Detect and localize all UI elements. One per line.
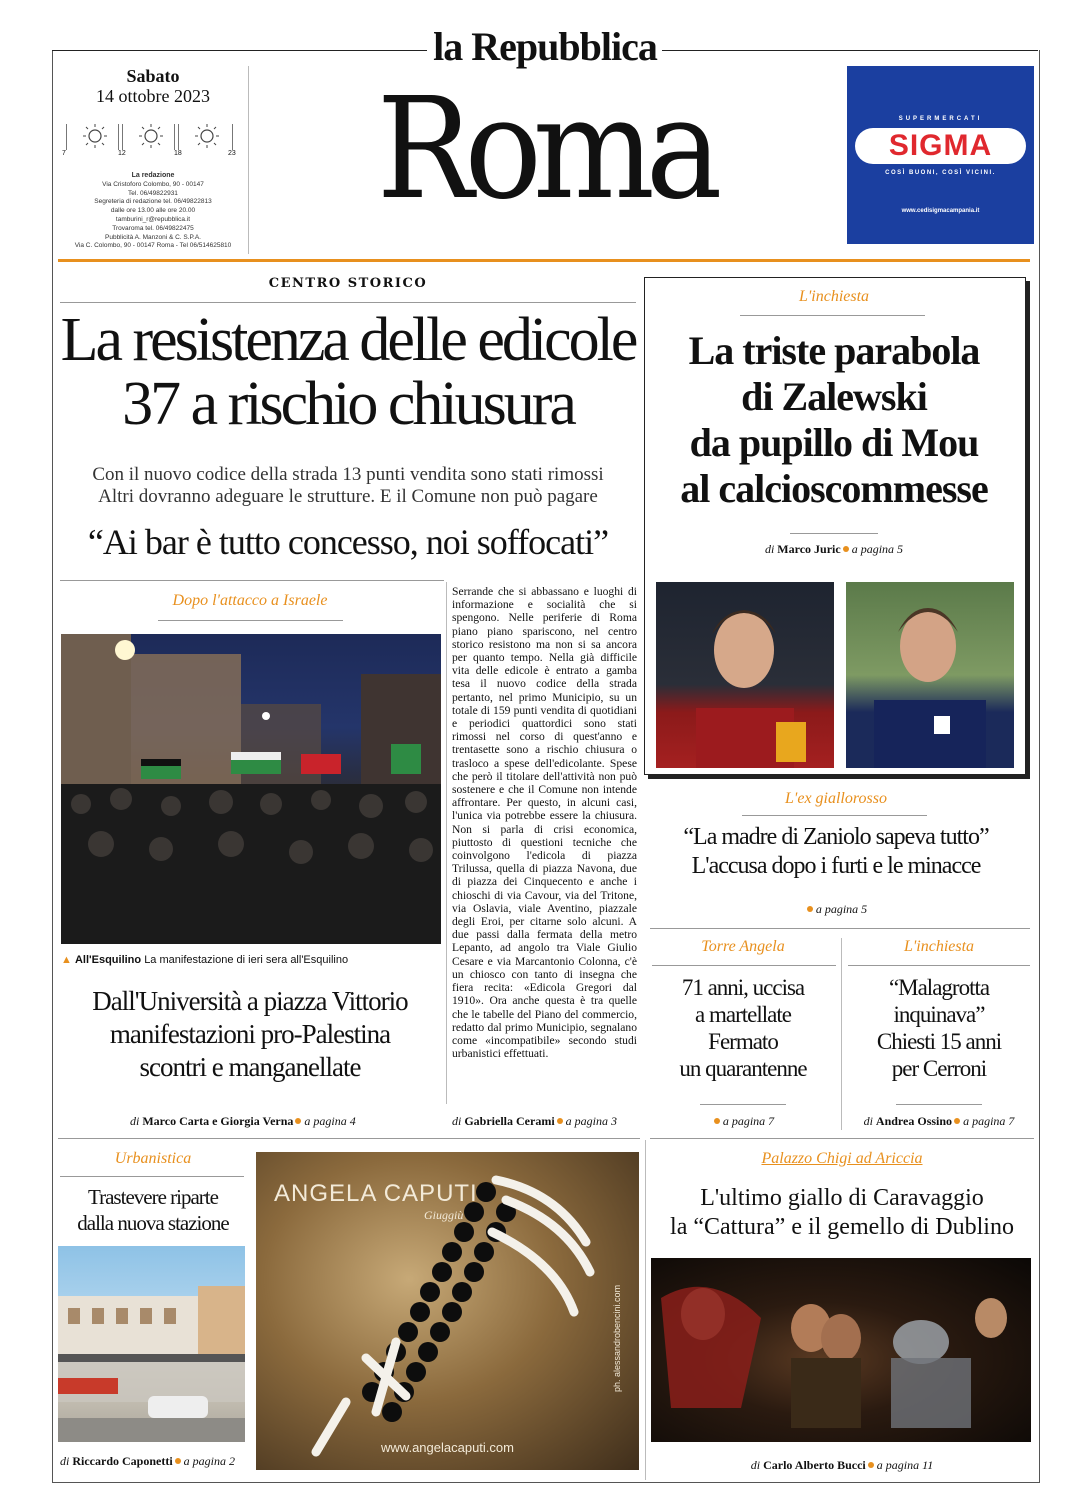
caption-bold: All'Esquilino [74, 954, 142, 966]
caputi-brand: ANGELA CAPUTI [274, 1180, 478, 1207]
dot-icon [868, 1462, 874, 1468]
sigma-url: www.cedisigmacampania.it [901, 208, 980, 214]
dot-icon [295, 1118, 301, 1124]
headline-line: L'ultimo giallo di Caravaggio [700, 1185, 984, 1211]
byline-di: di [764, 542, 775, 556]
trastevere-kicker: Urbanistica [114, 1150, 192, 1167]
israele-byline [130, 1114, 430, 1129]
painting-image [651, 1258, 1031, 1442]
dot-icon [843, 546, 849, 552]
zalewski-kicker: L'inchiesta [798, 288, 870, 305]
redazione-line: tamburini_r@repubblica.it [115, 215, 191, 223]
kicker-rule [848, 965, 1030, 966]
caption-text: La manifestazione di ieri sera all'Esquilino [144, 954, 349, 966]
byline-page[interactable]: a pagina 7 [963, 1114, 1015, 1128]
section-rule [60, 302, 636, 303]
dot-icon [954, 1118, 960, 1124]
kicker-rule [60, 1176, 244, 1177]
headline-line: la “Cattura” e il gemello di Dublino [670, 1214, 1014, 1240]
headline-line: manifestazioni pro-Palestina [109, 1019, 391, 1049]
kicker-rule [158, 620, 343, 621]
redazione-line: Via Cristoforo Colombo, 90 - 00147 [102, 180, 204, 188]
byline-page[interactable]: a pagina 3 [565, 1114, 617, 1128]
sigma-logo-box [855, 128, 1026, 164]
trastevere-headline[interactable] [55, 1184, 251, 1236]
byline-page[interactable]: a pagina 5 [815, 902, 868, 916]
date-box [58, 66, 248, 106]
byline-page[interactable]: a pagina 11 [876, 1458, 934, 1472]
player-portrait-image [656, 582, 834, 768]
headline-line: Dall'Università a piazza Vittorio [92, 986, 408, 1016]
sigma-ad[interactable] [847, 66, 1034, 244]
headline-line: da pupillo di Mou [689, 420, 979, 465]
sun-icon [136, 122, 166, 152]
short-rule [790, 533, 878, 534]
lead-byline [452, 1114, 642, 1129]
headline-line: per Cerroni [891, 1056, 987, 1081]
rule [60, 580, 444, 581]
headline-line: dalla nuova stazione [77, 1211, 229, 1235]
headline-line: “La madre di Zaniolo sapeva tutto” [683, 824, 989, 850]
column-divider [645, 1140, 646, 1480]
headline-line: La triste parabola [688, 328, 980, 373]
redazione-line: Via C. Colombo, 90 - 00147 Roma - Tel 06/514625810 [74, 242, 232, 250]
headline-line: inquinava” [893, 1002, 985, 1027]
sun-icon [192, 122, 222, 152]
photo-caption [61, 954, 441, 966]
date-label: 14 ottobre 2023 [96, 86, 210, 106]
rule [650, 928, 1030, 929]
day-label: Sabato [126, 66, 180, 86]
headline-line: un quarantenne [679, 1056, 807, 1081]
malagrotta-kicker: L'inchiesta [903, 938, 975, 955]
lead-quote: “Ai bar è tutto concesso, noi soffocati” [87, 522, 609, 562]
lead-headline-line: La resistenza delle edicole [60, 306, 636, 374]
lead-subtitle [60, 464, 636, 508]
caputi-url: www.angelacaputi.com [381, 1440, 514, 1455]
redazione-line: Tel. 06/49822931 [128, 189, 178, 197]
dot-icon [175, 1458, 181, 1464]
section-label: CENTRO STORICO [268, 276, 428, 291]
torre-byline [648, 1114, 838, 1129]
byline-author: Andrea Ossino [875, 1114, 953, 1128]
esquilino-photo[interactable] [61, 634, 441, 944]
byline-di: di [750, 1458, 761, 1472]
headline-line: 71 anni, uccisa [681, 975, 805, 1000]
caputi-sub: Giuggiù [424, 1208, 464, 1222]
sigma-tagline: COSÌ BUONI, COSÌ VICINI. [885, 170, 996, 176]
dot-icon [714, 1118, 720, 1124]
redazione-line: Pubblicità A. Manzoni & C. S.P.A. [105, 233, 201, 241]
byline-di: di [130, 1114, 140, 1128]
date-divider [248, 66, 249, 254]
headline-line: di Zalewski [741, 374, 927, 419]
byline-author: Riccardo Caponetti [72, 1454, 173, 1468]
malagrotta-byline [844, 1114, 1034, 1129]
caravaggio-byline [650, 1458, 1034, 1473]
zaniolo-kicker: L'ex giallorosso [785, 790, 887, 807]
temp-low-1: 7 [62, 150, 66, 157]
redazione-line: Trovaroma tel. 06/49822475 [112, 224, 194, 232]
byline-di: di [60, 1454, 70, 1468]
brand-logo[interactable]: la Repubblica [433, 24, 657, 69]
sigma-logo: SIGMA [888, 129, 993, 162]
israele-headline[interactable] [55, 985, 445, 1084]
headline-line: Trastevere riparte [88, 1185, 218, 1209]
byline-author: Gabriella Cerami [464, 1114, 555, 1128]
israele-kicker: Dopo l'attacco a Israele [172, 592, 328, 609]
kicker-rule [740, 315, 925, 316]
rule [650, 1138, 1034, 1139]
byline-page[interactable]: a pagina 5 [851, 542, 904, 556]
zaniolo-headline[interactable] [646, 823, 1026, 881]
lead-body: Serrande che si abbassano e luoghi di informazione e socialità che si spengono. Nelle periferie di Roma piano piano spariscono, nel centro storico resistono ma non si sa ancora per quanto tempo. Nella già difficile vita delle edicole è entrato a gamba tesa il nuovo codice della strada pertanto, nel primo Municipio, su un totale di 159 punti vendita di quotidiani e periodici quattordici sono stati rimossi nel corso di quest'anno e trentasette sono a rischio chiusura o trasloco a spese dell'edicolante. Spese che però il titolare dell'attività non può sostenere e che il Comune non intende affrontare. Per questo, in alcuni casi, l'unica via potrebbe essere la chiusura. Non si parla di crisi economica, piuttosto di questioni tecniche che coinvolgono l'edicola di piazza Trilussa, quella di piazza Navona, due di piazza dei Cinquecento e anche i chioschi di via Cavour, via del Tritone, via Oslavia, viale Aventino, piazzale degli Eroi, per citarne solo alcuni. A due passi dalla fermata della metro Lepanto, ad angolo tra Viale Giulio Cesare e via Marcantonio Colonna, c'è un chiosco con tanto di insegna che fiera recita: «Edicola Gregori dal 1910». Ora anche questa è tra quelle che le tabelle del Piano del commercio, redatto dal primo Municipio, segnalano come «incompatibile» secondo studi urbanistici effettuati. [452, 585, 637, 1061]
redazione-box [58, 172, 248, 251]
temp-high-1: 12 [118, 150, 126, 157]
orange-rule [58, 259, 1030, 262]
column-divider [446, 582, 447, 1104]
caputi-credit: ph. alessandrobencini.com [612, 1284, 622, 1392]
lead-headline-line: 37 a rischio chiusura [122, 370, 574, 438]
byline-author: Carlo Alberto Bucci [763, 1458, 866, 1472]
zalewski-byline [644, 542, 1024, 557]
caravaggio-headline[interactable] [650, 1184, 1034, 1242]
short-rule [700, 1104, 786, 1105]
byline-di: di [452, 1114, 462, 1128]
headline-line: Chiesti 15 anni [876, 1029, 1002, 1054]
byline-author: Marco Carta e Giorgia Verna [142, 1114, 294, 1128]
weather-strip [62, 120, 246, 160]
byline-author: Marco Juric [777, 542, 841, 556]
headline-line: scontri e manganellate [139, 1052, 361, 1082]
caputi-ad[interactable] [256, 1152, 639, 1470]
column-divider [841, 938, 842, 1130]
redazione-title: La redazione [131, 172, 175, 179]
edition-title: Roma [376, 68, 714, 231]
short-rule [896, 1104, 982, 1105]
lead-headline[interactable] [50, 308, 646, 436]
masthead-rule-left [52, 50, 427, 51]
byline-di: di [863, 1114, 873, 1128]
lead-subtitle-line: Altri dovranno adeguare le strutture. E il Comune non può pagare [98, 486, 598, 507]
crowd-scene-image [61, 634, 441, 944]
torre-kicker: Torre Angela [701, 938, 785, 955]
stazione-render[interactable] [58, 1246, 245, 1442]
kicker-rule [742, 815, 927, 816]
torre-headline[interactable] [648, 974, 838, 1082]
zalewski-photo-italia[interactable] [846, 582, 1014, 768]
masthead-rule-right [662, 50, 1038, 51]
sigma-top: SUPERMERCATI [898, 116, 983, 122]
temp-high-3: 23 [228, 150, 236, 157]
headline-line: L'accusa dopo i furti e le minacce [691, 853, 981, 879]
zalewski-headline[interactable] [650, 328, 1018, 512]
headline-line: Fermato [708, 1029, 778, 1054]
trastevere-byline [60, 1454, 250, 1469]
player-portrait-image [846, 582, 1014, 768]
redazione-line: Segreteria di redazione tel. 06/49822813 [94, 198, 212, 206]
lead-subtitle-line: Con il nuovo codice della strada 13 punti vendita sono stati rimossi [92, 464, 604, 485]
headline-line: al calcioscommesse [680, 466, 988, 511]
redazione-line: dalle ore 13.00 alle ore 20.00 [110, 207, 196, 215]
station-render-image [58, 1246, 245, 1442]
caravaggio-painting[interactable] [651, 1258, 1031, 1442]
caption-triangle-icon: ▲ [61, 954, 72, 966]
byline-page[interactable]: a pagina 4 [304, 1114, 356, 1128]
caravaggio-kicker: Palazzo Chigi ad Ariccia [761, 1150, 923, 1167]
kicker-rule [652, 965, 836, 966]
zaniolo-byline [646, 902, 1026, 917]
temp-high-2: 18 [174, 150, 182, 157]
byline-page[interactable]: a pagina 2 [183, 1454, 236, 1468]
byline-page[interactable]: a pagina 7 [722, 1114, 775, 1128]
headline-line: “Malagrotta [888, 975, 990, 1000]
sun-icon [80, 122, 110, 152]
headline-line: a martellate [695, 1002, 791, 1027]
dot-icon [807, 906, 813, 912]
rule [58, 1138, 640, 1139]
dot-icon [557, 1118, 563, 1124]
malagrotta-headline[interactable] [844, 974, 1034, 1082]
zalewski-photo-roma[interactable] [656, 582, 834, 768]
